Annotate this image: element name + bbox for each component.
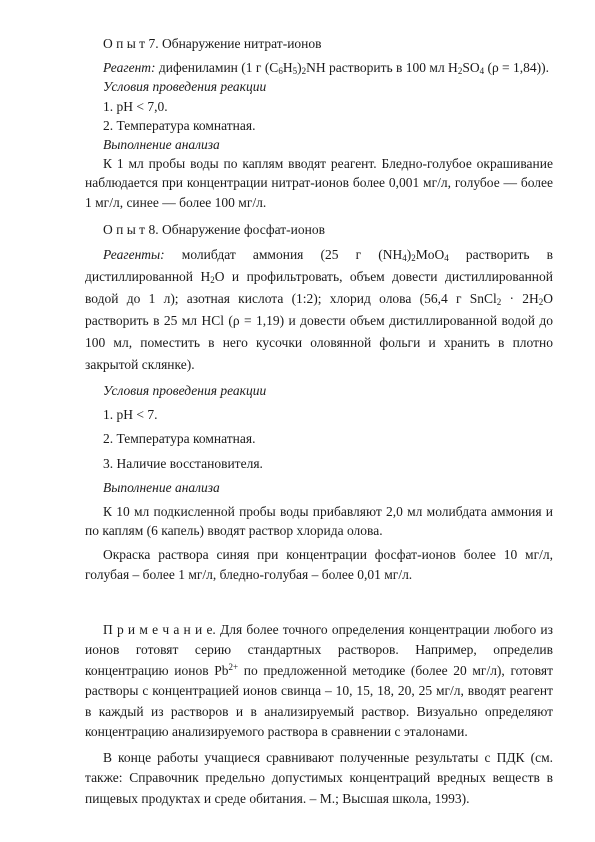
experiment-8-number: О п ы т 8.: [103, 221, 159, 237]
reagent-label: Реагент:: [103, 60, 156, 76]
experiment-7-condition-2: 2. Температура комнатная.: [103, 117, 256, 133]
note-paragraph: П р и м е ч а н и е. Для более точного определения концентрации любого из ионов готовят серию стандартных растворов. Например, определив концентрацию ионов $Pb^{2+}$ по предложенной методике (более 20 мг/л), готовят растворы с концентрацией ионов свинца – 10, 15, 18, 20, 25 мг/л, вводят реагент в каждый из растворов и в анализируемый раствор. Визуально определяют концентрацию анализируемого раствора в сравнении с эталонами.: [85, 621, 553, 740]
experiment-8-analysis-label: Выполнение анализа: [103, 479, 220, 495]
experiment-8-analysis-1: К 10 мл подкисленной пробы воды прибавляют 2,0 мл молибдата аммония и по каплям (6 капель) вводят раствор хлорида олова.: [85, 504, 553, 539]
experiment-8-reagents: Реагенты: молибдат аммония (25 г $(NH_4)_2MoO_4$ растворить в дистиллированной $H_2O$ и профильтровать, объем довести дистиллированной водой до 1 л); азотная кислота (1:2); хлорид олова (56,4 г SnCl$_2$ · $2H_2O$ растворить в 25 мл HCl (ρ = 1,19) и довести объем дистиллированной водой до 100 мл, поместить в него кусочки оловянной фольги и хранить в плотно закрытой склянке).: [85, 247, 554, 373]
experiment-7-heading: [85, 34, 553, 53]
experiment-8-title: Обнаружение фосфат-ионов: [161, 221, 325, 237]
experiment-8-heading: [85, 220, 553, 239]
experiment-7-number: О п ы т 7.: [103, 36, 159, 51]
experiment-8-condition-1: 1. pH < 7.: [103, 407, 158, 423]
page-body: [85, 34, 553, 809]
experiment-8-conditions-label: Условия проведения реакции: [103, 383, 267, 399]
experiment-7-title: Обнаружение нитрат-ионов: [161, 36, 322, 51]
final-paragraph: В конце работы учащиеся сравнивают полученные результаты с ПДК (см. также: Справочник предельно допустимых концентраций вредных веществ в пищевых продуктах и среде обитания. – М.; Высшая школа, 1993).: [85, 749, 553, 806]
experiment-8-condition-3: 3. Наличие восстановителя.: [103, 455, 263, 471]
experiment-7-analysis: К 1 мл пробы воды по каплям вводят реагент. Бледно-голубое окрашивание наблюдается при концентрации нитрат-ионов более 0,001 мг/л, голубое — более 1 мг/л, синее — более 100 мг/л.: [85, 156, 553, 210]
reagents-label: Реагенты:: [103, 247, 165, 263]
experiment-8-analysis-2: Окраска раствора синяя при концентрации фосфат-ионов более 10 мг/л, голубая – более 1 мг/л, бледно-голубая – более 0,01 мг/л.: [85, 547, 553, 582]
experiment-8-condition-2: 2. Температура комнатная.: [103, 431, 256, 447]
experiment-7-condition-1: 1. pH < 7,0.: [103, 98, 168, 114]
experiment-7-analysis-label: Выполнение анализа: [103, 137, 220, 153]
note-label: П р и м е ч а н и е.: [103, 621, 216, 637]
experiment-7-reagent: Реагент: дифениламин (1 г $(C_6H_5)_2NH$ растворить в 100 мл $H_2SO_4$ (ρ = 1,84)).: [103, 60, 550, 77]
experiment-7-conditions-label: Условия проведения реакции: [103, 79, 267, 95]
